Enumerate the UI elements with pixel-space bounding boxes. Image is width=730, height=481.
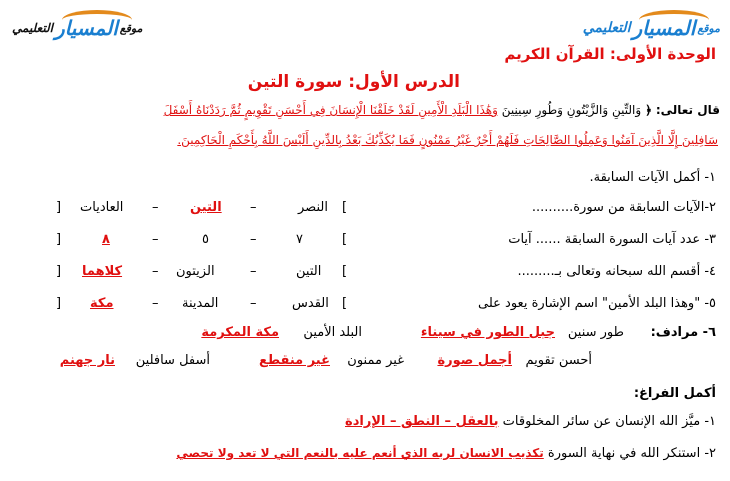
question-1: ١- أكمل الآيات السابقة. (589, 170, 716, 185)
lesson-title: الدرس الأول: سورة التين (247, 72, 460, 92)
unit-title: الوحدة الأولى: القرآن الكريم (504, 45, 716, 63)
verse-intro: قال تعالى: (655, 103, 720, 117)
logo-prefix: موقع (119, 21, 143, 35)
question-5-stem: ٥- "وهذا البلد الأمين" اسم الإشارة يعود على (478, 296, 716, 311)
synonym-word-5: أسفل سافلين (135, 353, 210, 368)
logo-suffix: التعليمي (582, 20, 631, 36)
verse-open-bracket: ﴿ (644, 103, 652, 117)
fill-item-2-answer: تكذيب الانسان لربه الذي أنعم عليه بالنعم التي لا تعد ولا تحصي (176, 446, 544, 460)
fill-item-1-answer: بالعقل – النطق – الإرادة (345, 414, 499, 429)
synonym-meaning-1: جبل الطور في سيناء (420, 325, 555, 340)
logo-arc-decoration (62, 10, 132, 30)
question-4-stem: ٤- أقسم الله سبحانه وتعالى بـ......... (517, 264, 716, 279)
fill-item-1-stem: ١- ميَّز الله الإنسان عن سائر المخلوقات (502, 414, 716, 429)
synonym-meaning-2: مكة المكرمة (201, 325, 279, 340)
site-logo-left (12, 8, 142, 48)
option-bracket-close: ] (56, 200, 62, 215)
question-3-option-1: ٧ (296, 232, 303, 247)
question-2-stem: ٢-الآيات السابقة من سورة.......... (531, 200, 716, 215)
verse-line-2: سَافِلِينَ إِلَّا الَّذِينَ آمَنُوا وَعَمِلُوا الصَّالِحَاتِ فَلَهُمْ أَجْرٌ غَيْرُ مَمْنُونٍ فَمَا يُكَذِّبُكَ بَعْدُ بِالدِّينِ أَلَيْسَ اللَّهُ بِأَحْكَمِ الْحَاكِمِينَ. (177, 133, 718, 147)
question-2-option-1: النصر (298, 200, 328, 215)
question-4-option-2: الزيتون (176, 264, 215, 279)
option-dash: – (250, 296, 257, 311)
site-logo-right (583, 8, 720, 48)
verse-part-2: وَهَٰذَا الْبَلَدِ الْأَمِينِ لَقَدْ خَلَقْنَا الْإِنسَانَ فِي أَحْسَنِ تَقْوِيمٍ ثُمَّ رَدَدْنَاهُ أَسْفَلَ (163, 103, 498, 117)
question-3-stem: ٣- عدد آيات السورة السابقة ...... آيات (508, 232, 716, 247)
verse-part-1: وَالتِّينِ وَالزَّيْتُونِ وَطُورِ سِينِينَ (501, 103, 642, 117)
synonym-word-3: أحسن تقويم (525, 353, 592, 368)
fill-title: أكمل الفراغ: (633, 386, 716, 401)
synonym-word-2: البلد الأمين (303, 325, 362, 340)
option-dash: – (152, 296, 159, 311)
logo-main: المسيار (632, 16, 696, 40)
option-dash: – (152, 200, 159, 215)
question-2-option-2: التين (190, 200, 222, 215)
question-2-option-3: العاديات (80, 200, 124, 215)
fill-item-1 (345, 414, 716, 429)
question-5-option-1: القدس (292, 296, 329, 311)
option-bracket-close: ] (56, 232, 62, 247)
verse-line-1 (164, 103, 720, 117)
logo-main: المسيار (54, 16, 118, 40)
synonyms-label: ٦- مرادف: (650, 325, 716, 340)
question-5-option-2: المدينة (182, 296, 219, 311)
synonym-word-1: طور سنين (567, 325, 624, 340)
option-dash: – (250, 200, 257, 215)
logo-arc-decoration (639, 10, 709, 30)
option-bracket-open: [ (342, 200, 348, 215)
option-bracket-close: ] (56, 264, 62, 279)
synonym-meaning-3: أجمل صورة (437, 353, 512, 368)
option-dash: – (250, 264, 257, 279)
question-4-option-1: التين (296, 264, 322, 279)
logo-prefix: موقع (697, 21, 720, 35)
fill-item-2-stem: ٢- استنكر الله في نهاية السورة (547, 446, 716, 461)
question-3-option-2: ٥ (202, 232, 209, 247)
synonym-meaning-4: غير منقطع (258, 353, 330, 368)
logo-suffix: التعليمي (12, 21, 53, 35)
fill-item-2 (176, 446, 716, 461)
question-5-option-3: مكة (90, 296, 114, 311)
option-dash: – (152, 264, 159, 279)
synonym-meaning-5: نار جهنم (59, 353, 115, 368)
question-4-option-3: كلاهما (82, 264, 123, 279)
option-bracket-close: ] (56, 296, 62, 311)
option-dash: – (152, 232, 159, 247)
option-dash: – (250, 232, 257, 247)
option-bracket-open: [ (342, 264, 348, 279)
option-bracket-open: [ (342, 296, 348, 311)
synonym-word-4: غير ممنون (347, 353, 404, 368)
option-bracket-open: [ (342, 232, 348, 247)
question-3-option-3: ٨ (102, 232, 110, 247)
